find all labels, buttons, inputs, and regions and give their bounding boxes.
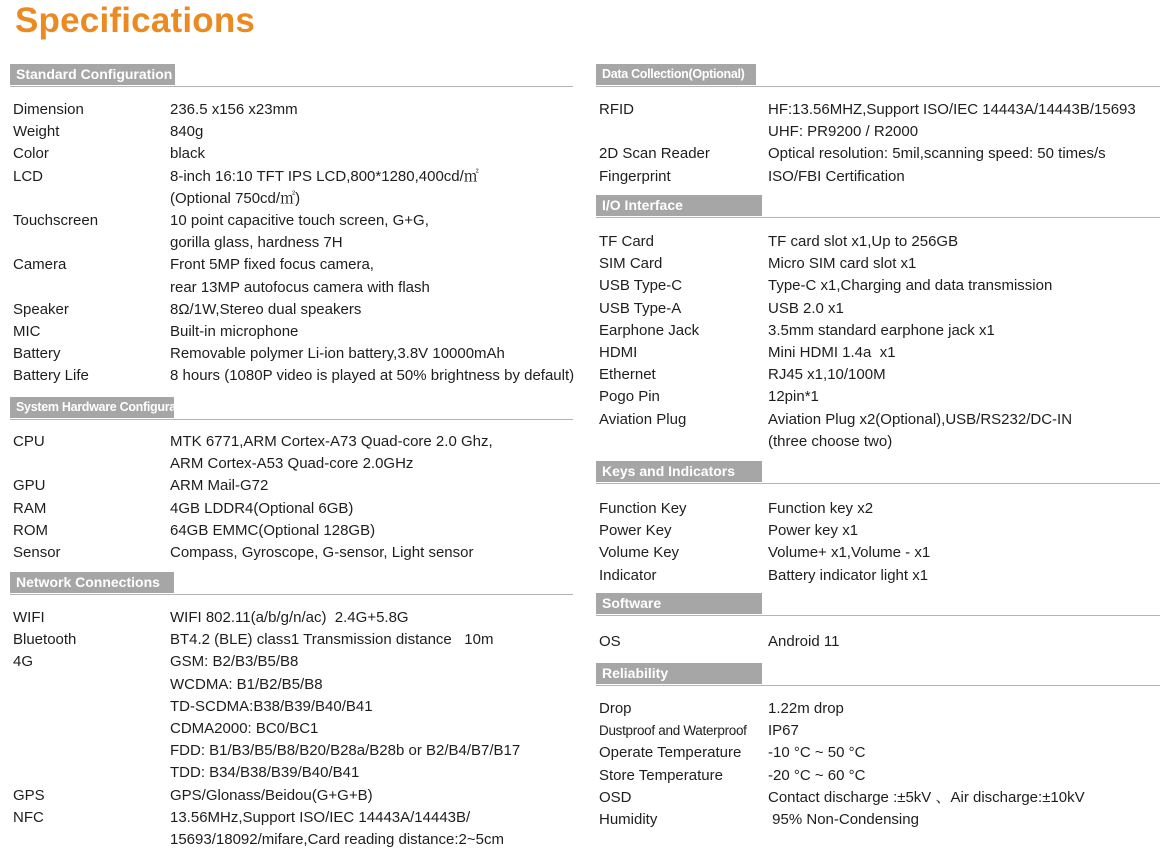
- spec-value: [768, 498, 873, 520]
- spec-value-line: 236.5 x156 x23mm: [170, 101, 298, 118]
- spec-label: Touchscreen: [13, 212, 99, 229]
- spec-label: Operate Temperature: [599, 744, 742, 762]
- spec-label: Volume Key: [599, 544, 680, 562]
- spec-value-line: Built-in microphone: [170, 323, 299, 340]
- spec-value-line: RJ45 x1,10/100M: [768, 366, 886, 384]
- spec-value: [170, 210, 429, 254]
- spec-value: [170, 520, 375, 542]
- spec-value-line: 10 point capacitive touch screen, G+G,: [170, 212, 429, 229]
- spec-value: [170, 321, 298, 343]
- spec-value: [768, 342, 896, 364]
- spec-value-line: Contact discharge :±5kV 、Air discharge:±10kV: [768, 788, 1085, 806]
- spec-label: 2D Scan Reader: [599, 145, 710, 163]
- spec-value: [768, 253, 916, 275]
- spec-value-line: 1.22m drop: [768, 700, 844, 717]
- spec-label: NFC: [13, 808, 44, 826]
- spec-value: [170, 254, 430, 298]
- section-heading: Reliability: [596, 663, 762, 684]
- spec-label: ROM: [13, 521, 48, 539]
- spec-value-line: USB 2.0 x1: [768, 299, 844, 317]
- spec-label: Pogo Pin: [599, 388, 660, 406]
- section-heading: I/O Interface: [596, 195, 762, 216]
- spec-value: [768, 720, 799, 742]
- spec-label: Color: [13, 145, 49, 163]
- spec-value: [768, 364, 886, 386]
- spec-value: [170, 143, 205, 165]
- spec-value-line: ISO/FBI Certification: [768, 167, 905, 185]
- spec-value: [768, 99, 1136, 143]
- spec-value: [170, 651, 520, 784]
- spec-value-line: Mini HDMI 1.4a x1: [768, 344, 896, 361]
- spec-value-line: 95% Non-Condensing: [768, 811, 919, 828]
- spec-value: [170, 431, 493, 475]
- spec-label: Fingerprint: [599, 167, 671, 185]
- spec-value-line: (three choose two): [768, 432, 893, 450]
- spec-value-line: Android 11: [768, 633, 840, 650]
- spec-value-line: WIFI 802.11(a/b/g/n/ac) 2.4G+5.8G: [170, 609, 409, 626]
- spec-label: Humidity: [599, 811, 658, 828]
- spec-value: [170, 166, 479, 210]
- spec-value: [768, 386, 819, 408]
- spec-value: [768, 409, 1072, 453]
- spec-value-line: FDD: B1/B3/B5/B8/B20/B28a/B28b or B2/B4/B7/B17: [170, 742, 521, 760]
- spec-value-line: WCDMA: B1/B2/B5/B8: [170, 675, 323, 693]
- spec-value-line: HF:13.56MHZ,Support ISO/IEC 14443A/14443B/15693: [768, 101, 1136, 118]
- spec-value-line: Compass, Gyroscope, G-sensor, Light sensor: [170, 544, 474, 561]
- spec-label: HDMI: [599, 344, 638, 361]
- spec-value-line: -20 °C ~ 60 °C: [768, 766, 866, 784]
- spec-value: [768, 698, 844, 720]
- spec-value-line: TDD: B34/B38/B39/B40/B41: [170, 764, 360, 782]
- spec-value: [170, 121, 203, 143]
- spec-value: [768, 765, 865, 787]
- spec-value-line: Front 5MP fixed focus camera,: [170, 256, 374, 274]
- section-header: [596, 64, 1160, 87]
- spec-label: Aviation Plug: [599, 410, 687, 428]
- spec-value-line: Aviation Plug x2(Optional),USB/RS232/DC-IN: [768, 410, 1073, 428]
- spec-value-line: (Optional 750cd/㎡): [170, 189, 301, 207]
- spec-label: Sensor: [13, 544, 61, 561]
- spec-label: Store Temperature: [599, 766, 723, 784]
- spec-value: [768, 787, 1085, 809]
- spec-value: [768, 542, 930, 564]
- spec-label: RFID: [599, 101, 634, 118]
- section-heading: System Hardware Configuration: [10, 397, 174, 418]
- spec-label: OS: [599, 633, 621, 650]
- spec-value-line: Optical resolution: 5mil,scanning speed: 50 times/s: [768, 145, 1106, 163]
- section-header: [596, 195, 1160, 218]
- spec-label: MIC: [13, 323, 41, 340]
- spec-label: Dimension: [13, 101, 84, 118]
- spec-label: GPU: [13, 477, 46, 495]
- spec-value: [170, 365, 574, 387]
- spec-value-line: 13.56MHz,Support ISO/IEC 14443A/14443B/: [170, 808, 471, 826]
- spec-label: USB Type-A: [599, 299, 682, 317]
- section-heading: Software: [596, 593, 762, 614]
- spec-value: [170, 807, 504, 851]
- spec-value: [170, 607, 409, 629]
- spec-value: [170, 475, 268, 497]
- section-header: [596, 461, 1160, 484]
- spec-label: Battery Life: [13, 367, 89, 385]
- spec-value-line: BT4.2 (BLE) class1 Transmission distance 10m: [170, 631, 494, 649]
- spec-value-line: CDMA2000: BC0/BC1: [170, 720, 319, 737]
- spec-value-line: black: [170, 145, 206, 163]
- spec-value-line: 15693/18092/mifare,Card reading distance:2~5cm: [170, 831, 504, 848]
- spec-label: TF Card: [599, 233, 655, 250]
- spec-value-line: Battery indicator light x1: [768, 566, 929, 584]
- spec-label: LCD: [13, 167, 44, 185]
- spec-value-line: IP67: [768, 722, 799, 740]
- spec-value-line: 3.5mm standard earphone jack x1: [768, 321, 995, 339]
- spec-value-line: 64GB EMMC(Optional 128GB): [170, 521, 376, 539]
- spec-label: Power Key: [599, 522, 672, 540]
- spec-label: Earphone Jack: [599, 321, 700, 339]
- spec-value-line: rear 13MP autofocus camera with flash: [170, 278, 430, 296]
- section-header: [596, 663, 1160, 686]
- spec-value-line: Type-C x1,Charging and data transmission: [768, 277, 1053, 295]
- spec-value: [768, 320, 995, 342]
- spec-value-line: 8-inch 16:10 TFT IPS LCD,800*1280,400cd/㎡: [170, 167, 479, 185]
- spec-value: [768, 520, 858, 542]
- section-header: [10, 572, 573, 595]
- spec-value: [768, 231, 958, 253]
- spec-label: Ethernet: [599, 366, 656, 384]
- spec-label: RAM: [13, 499, 47, 517]
- spec-value-line: Power key x1: [768, 522, 859, 540]
- section-heading: Keys and Indicators: [596, 461, 762, 482]
- spec-value: [768, 742, 865, 764]
- spec-label: Camera: [13, 256, 67, 274]
- spec-value-line: 840g: [170, 123, 204, 141]
- spec-value: [170, 343, 505, 365]
- spec-value-line: 8 hours (1080P video is played at 50% brightness by default): [170, 367, 575, 385]
- spec-value-line: gorilla glass, hardness 7H: [170, 234, 343, 252]
- spec-value: [768, 143, 1106, 165]
- spec-value: [768, 565, 928, 587]
- section-heading: Standard Configuration: [10, 64, 175, 85]
- spec-value: [170, 629, 493, 651]
- spec-value: [768, 166, 905, 188]
- spec-label: Indicator: [599, 566, 657, 584]
- section-header: [10, 397, 573, 420]
- spec-label: Battery: [13, 345, 61, 363]
- spec-value-line: 8Ω/1W,Stereo dual speakers: [170, 300, 362, 318]
- spec-value: [170, 785, 373, 807]
- spec-label: Weight: [13, 123, 60, 141]
- spec-value-line: -10 °C ~ 50 °C: [768, 744, 866, 762]
- spec-value: [768, 631, 839, 653]
- spec-label: Drop: [599, 700, 632, 717]
- spec-value: [170, 299, 361, 321]
- spec-value: [768, 809, 919, 831]
- section-heading: Network Connections: [10, 572, 174, 593]
- spec-value-line: ARM Cortex-A53 Quad-core 2.0GHz: [170, 455, 414, 473]
- page-title: Specifications: [15, 1, 256, 40]
- spec-value-line: GPS/Glonass/Beidou(G+G+B): [170, 786, 373, 804]
- spec-value-line: MTK 6771,ARM Cortex-A73 Quad-core 2.0 Ghz,: [170, 433, 493, 450]
- spec-value-line: UHF: PR9200 / R2000: [768, 123, 919, 141]
- spec-label: GPS: [13, 786, 45, 804]
- spec-label: OSD: [599, 788, 632, 806]
- spec-label: USB Type-C: [599, 277, 683, 295]
- spec-label: CPU: [13, 433, 45, 450]
- spec-label: WIFI: [13, 609, 45, 626]
- spec-value: [768, 275, 1052, 297]
- spec-value: [170, 498, 353, 520]
- section-header: [10, 64, 573, 87]
- spec-value-line: GSM: B2/B3/B5/B8: [170, 653, 299, 671]
- spec-value-line: ARM Mail-G72: [170, 477, 269, 495]
- spec-label: Speaker: [13, 300, 69, 318]
- spec-value-line: TF card slot x1,Up to 256GB: [768, 233, 959, 250]
- section-header: [596, 593, 1160, 616]
- spec-label: Function Key: [599, 500, 687, 517]
- spec-label: SIM Card: [599, 255, 663, 273]
- spec-value-line: 12pin*1: [768, 388, 819, 406]
- spec-value-line: Function key x2: [768, 500, 874, 517]
- spec-value: [170, 542, 473, 564]
- spec-value-line: Micro SIM card slot x1: [768, 255, 917, 273]
- spec-label: Bluetooth: [13, 631, 77, 649]
- spec-label: 4G: [13, 653, 34, 671]
- spec-value-line: Removable polymer Li-ion battery,3.8V 10000mAh: [170, 345, 505, 363]
- spec-value: [170, 99, 298, 121]
- spec-value-line: 4GB LDDR4(Optional 6GB): [170, 499, 354, 517]
- spec-value-line: TD-SCDMA:B38/B39/B40/B41: [170, 697, 373, 715]
- spec-label: Dustproof and Waterproof: [599, 723, 747, 739]
- spec-value-line: Volume+ x1,Volume - x1: [768, 544, 931, 562]
- section-heading: Data Collection(Optional): [596, 64, 756, 85]
- spec-value: [768, 298, 844, 320]
